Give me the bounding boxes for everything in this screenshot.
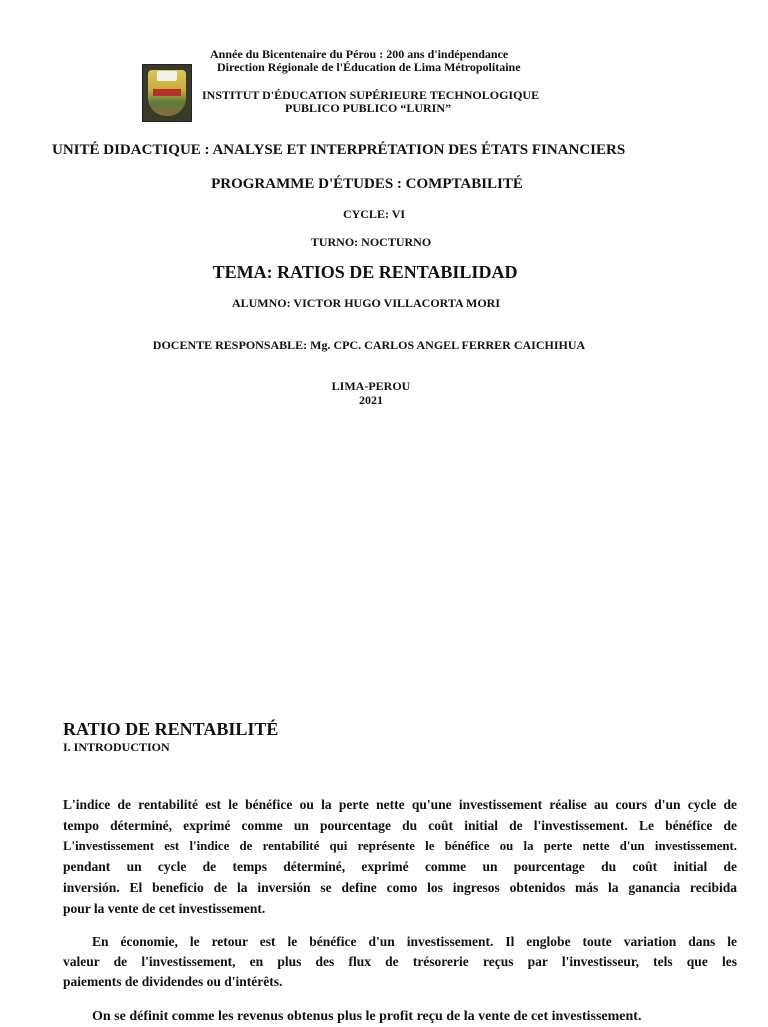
docente-responsable: DOCENTE RESPONSABLE: Mg. CPC. CARLOS ANGEL FERRER CAICHIHUA bbox=[152, 338, 586, 352]
logo-banner bbox=[157, 71, 177, 81]
paragraph-2-line: paiements de dividendes ou d'intérêts. bbox=[63, 974, 283, 989]
logo-stripe bbox=[153, 89, 181, 96]
paragraph-1-line: pendant un cycle de temps déterminé, exprimé comme un pourcentage du coût initial de bbox=[63, 859, 737, 875]
header-line-bicentenaire: Année du Bicentenaire du Pérou : 200 ans d'indépendance bbox=[210, 47, 509, 61]
city-year bbox=[0, 379, 742, 407]
cycle-label: CYCLE: VI bbox=[342, 207, 406, 221]
paragraph-1-line: L'investissement est l'indice de rentabilité qui représente le bénéfice ou la perte nette d'un investissement. bbox=[63, 839, 737, 854]
paragraph-2-line: valeur de l'investissement, en plus des flux de trésorerie reçus par l'investisseur, tels que les bbox=[63, 954, 737, 969]
paragraph-1-line: tempo déterminé, exprimé comme un pourcentage du coût initial de l'investissement. Le bénéfice de bbox=[63, 817, 737, 833]
section-heading-introduction: I. INTRODUCTION bbox=[63, 740, 170, 754]
header-line-institut: INSTITUT D'ÉDUCATION SUPÉRIEURE TECHNOLOGIQUE bbox=[202, 88, 540, 102]
section-title: RATIO DE RENTABILITÉ bbox=[63, 719, 279, 739]
paragraph-2 bbox=[63, 932, 737, 992]
programme-etudes: PROGRAMME D'ÉTUDES : COMPTABILITÉ bbox=[211, 176, 523, 192]
unite-didactique: UNITÉ DIDACTIQUE : ANALYSE ET INTERPRÉTATION DES ÉTATS FINANCIERS bbox=[52, 142, 626, 158]
tema-title: TEMA: RATIOS DE RENTABILIDAD bbox=[212, 262, 518, 282]
paragraph-1-line: L'indice de rentabilité est le bénéfice ou la perte nette qu'une investissement réalise au cours d'un cycle de bbox=[63, 797, 737, 812]
paragraph-3: On se définit comme les revenus obtenus plus le profit reçu de la vente de cet investissement. bbox=[92, 1009, 642, 1024]
paragraph-2-line: En économie, le retour est le bénéfice d'un investissement. Il englobe toute variation dans le bbox=[92, 934, 737, 949]
turno-label: TURNO: NOCTURNO bbox=[310, 235, 432, 249]
year-label: 2021 bbox=[359, 393, 383, 407]
alumno-name: ALUMNO: VICTOR HUGO VILLACORTA MORI bbox=[231, 296, 501, 310]
paragraph-1 bbox=[63, 795, 737, 919]
city-label: LIMA-PEROU bbox=[331, 379, 411, 393]
paragraph-1-line: pour la vente de cet investissement. bbox=[63, 900, 266, 916]
paragraph-1-line: inversión. El beneficio de la inversión se define como los ingresos obtenidos más la ganancia recibida bbox=[63, 879, 737, 895]
header-line-direction: Direction Régionale de l'Éducation de Lima Métropolitaine bbox=[217, 60, 521, 74]
header-line-lurin: PUBLICO PUBLICO “LURIN” bbox=[285, 101, 452, 115]
institute-logo bbox=[142, 64, 192, 122]
